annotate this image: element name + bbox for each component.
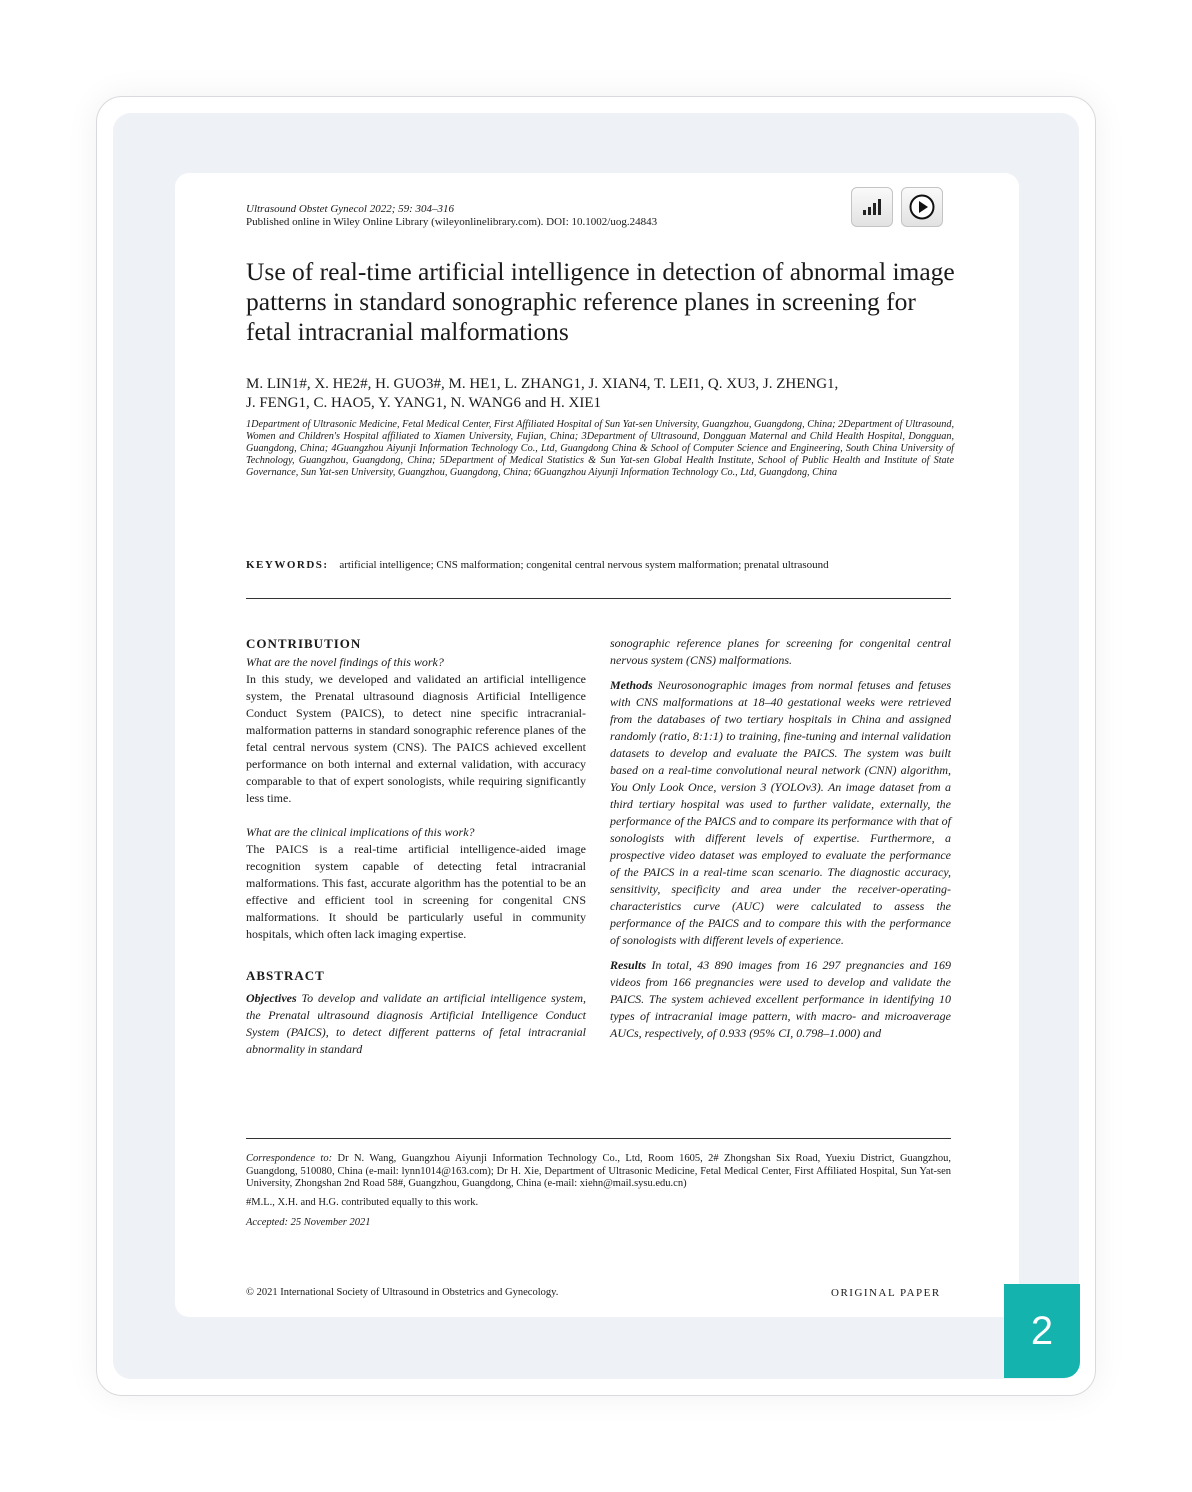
play-icon[interactable] bbox=[901, 187, 943, 227]
published-line: Published online in Wiley Online Library (wileyonlinelibrary.com). DOI: 10.1002/uog.24843 bbox=[246, 216, 658, 228]
keywords-text: artificial intelligence; CNS malformation; congenital central nervous system malformation; prenatal ultrasound bbox=[339, 559, 829, 571]
methods-text: Neurosonographic images from normal fetuses and fetuses with CNS malformations at 18–40 gestational weeks were retrieved from the databases of two tertiary hospitals in China and assigned randomly (ratio, 8:1:1) to training, fine-tuning and internal validation datasets to develop and evaluate the PAICS. The system was built based on a real-time convolutional neural network (CNN) algorithm, You Only Look Once, version 3 (YOLOv3). An image dataset from a third tertiary hospital was used to further validate, externally, the performance of the PAICS and to compare its performance with that of sonologists with different levels of expertise. Furthermore, a prospective video dataset was employed to evaluate the performance of the PAICS in a real-time scan scenario. The diagnostic accuracy, sensitivity, specificity and area under the receiver-operating-characteristics curve (AUC) were calculated to assess the performance of the PAICS and to compare this with the performance of sonologists with different levels of experience. bbox=[610, 678, 952, 947]
author-list bbox=[246, 375, 966, 413]
results-text: In total, 43 890 images from 16 297 pregnancies and 169 videos from 166 pregnancies were used to develop and validate the PAICS. The system achieved excellent performance in identifying 10 types of intracranial image pattern, with macro- and microaverage AUCs, respectively, of 0.933 (95% CI, 0.798–1.000) and bbox=[610, 958, 951, 1040]
correspondence-label: Correspondence to: bbox=[246, 1153, 333, 1164]
paper-title: Use of real-time artificial intelligence in detection of abnormal image patterns in standard sonographic reference planes in screening for fetal intracranial malformations bbox=[246, 257, 955, 346]
copyright: © 2021 International Society of Ultrasound in Obstetrics and Gynecology. bbox=[246, 1287, 559, 1298]
contribution-question-2: What are the clinical implications of this work? bbox=[246, 825, 475, 839]
results-label: Results bbox=[610, 958, 647, 972]
contribution-question-1: What are the novel findings of this work? bbox=[246, 655, 444, 669]
journal-citation: Ultrasound Obstet Gynecol 2022; 59: 304–316 bbox=[246, 203, 455, 215]
document-card bbox=[96, 96, 1096, 1396]
equal-contribution-note: #M.L., X.H. and H.G. contributed equally to this work. bbox=[246, 1196, 479, 1208]
contribution-heading: CONTRIBUTION bbox=[246, 636, 362, 651]
objectives-continued: sonographic reference planes for screening for congenital central nervous system (CNS) malformations. bbox=[610, 636, 951, 667]
author-line-1: M. LIN1#, X. HE2#, H. GUO3#, M. HE1, L. ZHANG1, J. XIAN4, T. LEI1, Q. XU3, J. ZHENG1, bbox=[246, 376, 839, 392]
right-column bbox=[610, 635, 951, 1042]
correspondence-text: Dr N. Wang, Guangzhou Aiyunji Information Technology Co., Ltd, Room 1605, 2# Zhongshan Six Road, Yuexiu District, Guangzhou, Guangdong, 510080, China (e-mail: lynn1014@163.com); Dr H. Xie, Department of Ultrasonic Medicine, Fetal Medical Center, First Affiliated Hospital, Sun Yat-sen University, Zhongshan 2nd Road 58#, Guangzhou, Guangdong, China (e-mail: xiehn@mail.sysu.edu.cn) bbox=[246, 1153, 951, 1189]
contribution-answer-2: The PAICS is a real-time artificial intelligence-aided image recognition system capable of detecting fetal intracranial malformations. This fast, accurate algorithm has the potential to be an effective and efficient tool in screening for congenital CNS malformations. It should be particularly useful in community hospitals, which often lack imaging expertise. bbox=[246, 842, 586, 941]
correspondence bbox=[246, 1153, 951, 1191]
footnote-divider bbox=[246, 1138, 951, 1139]
article-type: ORIGINAL PAPER bbox=[831, 1287, 941, 1299]
paper-page bbox=[175, 173, 1019, 1317]
objectives-text: To develop and validate an artificial intelligence system, the Prenatal ultrasound diagnosis Artificial Intelligence Conduct System (PAICS), to detect different patterns of fetal intracranial abnormality in standard bbox=[246, 991, 586, 1056]
document-frame bbox=[113, 113, 1079, 1379]
bar-chart-icon[interactable] bbox=[851, 187, 893, 227]
contribution-answer-1: In this study, we developed and validated an artificial intelligence system, the Prenatal ultrasound diagnosis Artificial Intelligence Conduct System (PAICS), to detect nine specific intracranial-malformation patterns in standard sonographic reference planes of the fetal central nervous system (CNS). The PAICS achieved excellent performance on both internal and external validation, with accuracy comparable to that of expert sonologists, while requiring significantly less time. bbox=[246, 672, 586, 805]
accepted-date: Accepted: 25 November 2021 bbox=[246, 1217, 371, 1228]
divider bbox=[246, 598, 951, 599]
abstract-heading: ABSTRACT bbox=[246, 968, 325, 983]
left-column bbox=[246, 635, 586, 1058]
objectives-paragraph bbox=[246, 990, 586, 1058]
page-number-badge: 2 bbox=[1004, 1284, 1080, 1378]
methods-paragraph bbox=[610, 677, 951, 949]
keywords-label: KEYWORDS: bbox=[246, 559, 329, 571]
author-line-2: J. FENG1, C. HAO5, Y. YANG1, N. WANG6 and H. XIE1 bbox=[246, 395, 601, 411]
results-paragraph bbox=[610, 957, 951, 1042]
keywords bbox=[246, 559, 956, 571]
methods-label: Methods bbox=[610, 678, 653, 692]
media-icons bbox=[851, 187, 943, 227]
objectives-label: Objectives bbox=[246, 991, 297, 1005]
affiliations: 1Department of Ultrasonic Medicine, Fetal Medical Center, First Affiliated Hospital of Sun Yat-sen University, Guangzhou, Guangdong, China; 2Department of Ultrasound, Women and Children's Hospital affiliated to Xiamen University, Fujian, China; 3Department of Ultrasound, Dongguan Maternal and Child Health Hospital, Dongguan, Guangdong, China; 4Guangzhou Aiyunji Information Technology Co., Ltd, Guangdong China & School of Computer Science and Engineering, South China University of Technology, Guangzhou, Guangdong, China; 5Department of Medical Statistics & Sun Yat-sen Global Health Institute, School of Public Health and Institute of State Governance, Sun Yat-sen University, Guangzhou, Guangdong, China; 6Guangzhou Aiyunji Information Technology Co., Ltd, Guangdong, China bbox=[246, 419, 954, 478]
journal-header bbox=[246, 203, 806, 229]
correspondence-block bbox=[246, 1153, 951, 1230]
